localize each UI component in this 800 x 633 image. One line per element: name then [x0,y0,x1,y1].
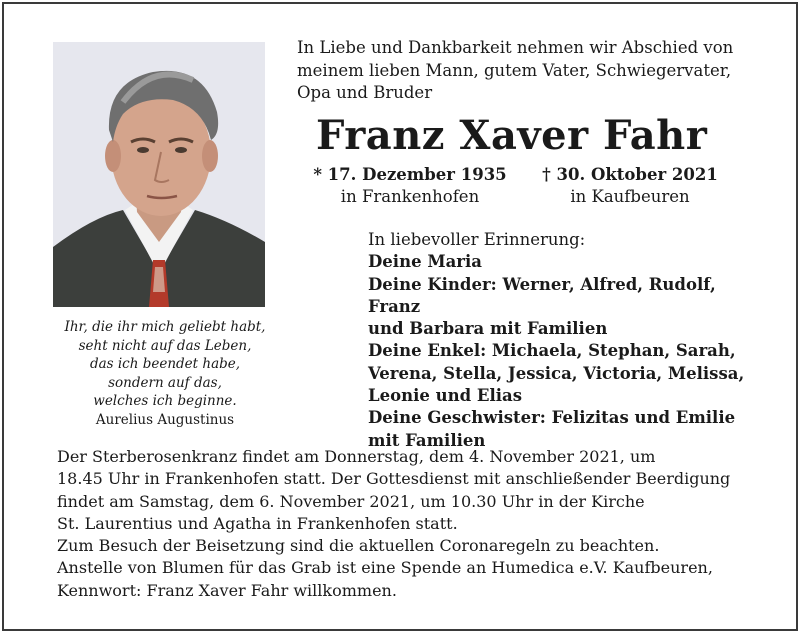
mourners-lead: In liebevoller Erinnerung: [368,230,586,249]
quote-line: welches ich beginne. [93,393,237,409]
mourners-list [368,229,768,452]
announcement-line: 18.45 Uhr in Frankenhofen statt. Der Gottesdienst mit anschließender Beerdigung [57,469,731,489]
birth-place: in Frankenhofen [340,187,480,206]
mourner-line: Deine Kinder: Werner, Alfred, Rudolf, Franz [368,274,716,316]
quote-line: Ihr, die ihr mich geliebt habt, [64,319,266,335]
quote-line: seht nicht auf das Leben, [78,337,252,354]
mourner-line: Leonie und Elias [368,386,522,406]
death-info [540,164,720,208]
announcement-line: Kennwort: Franz Xaver Fahr willkommen. [57,580,397,600]
intro-text [297,37,777,105]
mourner-line: Deine Maria [368,252,482,272]
quote-line: das ich beendet habe, [89,356,241,372]
birth-info [312,164,508,208]
funeral-announcement [57,446,787,602]
announcement-line: findet am Samstag, dem 6. November 2021, um 10.30 Uhr in der Kirche [57,491,645,511]
death-place: in Kaufbeuren [570,187,690,206]
intro-line: meinem lieben Mann, gutem Vater, Schwiegervater, [297,60,732,80]
deceased-name: Franz Xaver Fahr [316,112,708,159]
quote-line: sondern auf das, [108,374,222,391]
mourner-line: mit Familien [368,430,486,450]
mourner-line: Deine Enkel: Michaela, Stephan, Sarah, [368,341,736,361]
memorial-quote [40,318,290,429]
announcement-line: Zum Besuch der Beisetzung sind die aktuellen Coronaregeln zu beachten. [57,536,660,556]
mourner-line: Deine Geschwister: Felizitas und Emilie [368,408,736,428]
quote-author: Aurelius Augustinus [95,411,235,428]
birth-date: * 17. Dezember 1935 [313,165,507,184]
intro-line: Opa und Bruder [297,83,433,102]
announcement-line: Anstelle von Blumen für das Grab ist eine Spende an Humedica e.V. Kaufbeuren, [57,558,713,578]
intro-line: In Liebe und Dankbarkeit nehmen wir Abschied von [297,38,734,57]
announcement-line: Der Sterberosenkranz findet am Donnerstag, dem 4. November 2021, um [57,447,656,466]
portrait-photo [53,42,265,307]
announcement-line: St. Laurentius und Agatha in Frankenhofen statt. [57,513,458,533]
mourner-line: und Barbara mit Familien [368,319,608,339]
mourner-line: Verena, Stella, Jessica, Victoria, Melissa, [368,363,745,383]
death-date: † 30. Oktober 2021 [542,165,718,184]
